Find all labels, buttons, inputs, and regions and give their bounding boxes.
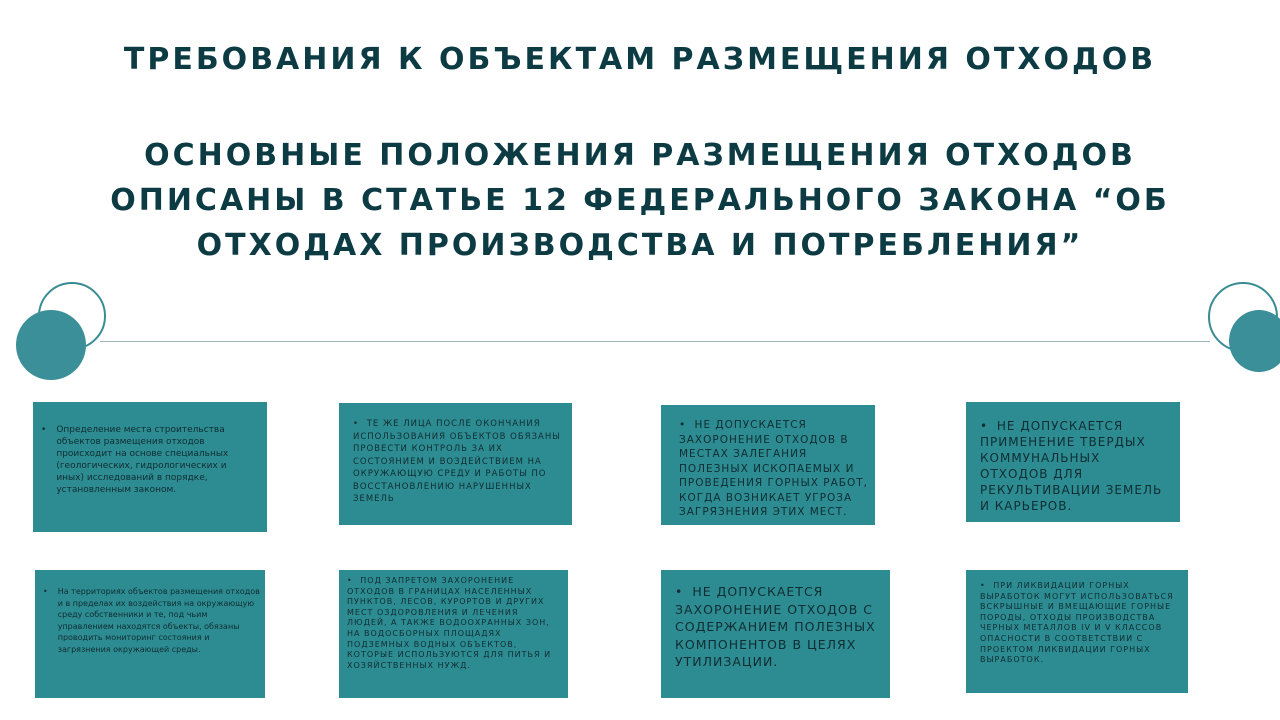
info-card-3 [661, 405, 875, 525]
card-2-item [353, 418, 562, 506]
bullet-icon: • [43, 587, 48, 596]
bullet-icon: • [41, 425, 47, 435]
card-7-text: НЕ ДОПУСКАЕТСЯ ЗАХОРОНЕНИЕ ОТХОДОВ С СОДЕРЖАНИЕМ ПОЛЕЗНЫХ КОМПОНЕНТОВ В ЦЕЛЯХ УТИЛИЗАЦИИ. [675, 584, 876, 669]
info-card-4 [966, 402, 1180, 522]
bullet-icon: • [980, 581, 986, 590]
card-8-list [980, 581, 1180, 666]
page-title: ТРЕБОВАНИЯ К ОБЪЕКТАМ РАЗМЕЩЕНИЯ ОТХОДОВ [123, 42, 1157, 77]
info-card-1 [33, 402, 267, 532]
page-subtitle: ОСНОВНЫЕ ПОЛОЖЕНИЯ РАЗМЕЩЕНИЯ ОТХОДОВ ОПИСАНЫ В СТАТЬЕ 12 ФЕДЕРАЛЬНОГО ЗАКОНА “ОБ ОТХОДАХ ПРОИЗВОДСТВА И ПОТРЕБЛЕНИЯ” [110, 138, 1170, 263]
card-4-item [980, 418, 1172, 514]
info-card-6 [339, 570, 568, 698]
bullet-icon: • [980, 419, 989, 433]
card-2-text: ТЕ ЖЕ ЛИЦА ПОСЛЕ ОКОНЧАНИЯ ИСПОЛЬЗОВАНИЯ ОБЪЕКТОВ ОБЯЗАНЫ ПРОВЕСТИ КОНТРОЛЬ ЗА ИХ СОСТОЯНИЕМ И ВОЗДЕЙСТВИЕМ НА ОКРУЖАЮЩУЮ СРЕДУ И РАБОТЫ ПО ВОССТАНОВЛЕНИЮ НАРУШЕННЫХ ЗЕМЕЛЬ [353, 419, 561, 504]
card-4-text: НЕ ДОПУСКАЕТСЯ ПРИМЕНЕНИЕ ТВЕРДЫХ КОММУНАЛЬНЫХ ОТХОДОВ ДЛЯ РЕКУЛЬТИВАЦИИ ЗЕМЕЛЬ И КАРЬЕРОВ. [980, 419, 1163, 513]
card-3-list [679, 418, 869, 520]
info-card-5 [35, 570, 265, 698]
card-1-text: Определение места строительства объектов размещения отходов происходит на основе специальных (геологических, гидрологических и иных) исследований в порядке, установленным законом. [56, 425, 229, 495]
bullet-icon: • [675, 584, 684, 599]
divider-line [100, 341, 1210, 342]
info-card-2 [339, 403, 572, 525]
card-5-list [43, 586, 261, 655]
card-7-list [675, 583, 880, 671]
card-3-item [679, 418, 869, 520]
decorative-disc-left [16, 310, 86, 380]
bullet-icon: • [353, 419, 360, 429]
info-card-8 [966, 570, 1188, 693]
card-4-list [980, 418, 1172, 514]
decorative-disc-right [1229, 310, 1280, 372]
card-3-text: НЕ ДОПУСКАЕТСЯ ЗАХОРОНЕНИЕ ОТХОДОВ В МЕСТАХ ЗАЛЕГАНИЯ ПОЛЕЗНЫХ ИСКОПАЕМЫХ И ПРОВЕДЕНИЯ ГОРНЫХ РАБОТ, КОГДА ВОЗНИКАЕТ УГРОЗА ЗАГРЯЗНЕНИЯ ЭТИХ МЕСТ. [679, 419, 868, 518]
info-card-7 [661, 570, 890, 698]
card-5-text: На территориях объектов размещения отходов и в пределах их воздействия на окружающую среду собственники и те, под чьим управлением находятся объекты, обязаны проводить мониторинг состояния и загрязнения окружающей среды. [57, 587, 260, 654]
card-6-text: ПОД ЗАПРЕТОМ ЗАХОРОНЕНИЕ ОТХОДОВ В ГРАНИЦАХ НАСЕЛЕННЫХ ПУНКТОВ, ЛЕСОВ, КУРОРТОВ И ДРУГИХ МЕСТ ОЗДОРОВЛЕНИЯ И ЛЕЧЕНИЯ ЛЮДЕЙ, А ТАКЖЕ ВОДООХРАННЫХ ЗОН, НА ВОДОСБОРНЫХ ПЛОЩАДЯХ ПОДЗЕМНЫХ ВОДНЫХ ОБЪЕКТОВ, КОТОРЫЕ ИСПОЛЬЗУЮТСЯ ДЛЯ ПИТЬЯ И ХОЗЯЙСТВЕННЫХ НУЖД. [347, 576, 552, 670]
card-8-item [980, 581, 1180, 666]
card-1-list [41, 424, 255, 496]
bullet-icon: • [347, 576, 353, 585]
card-6-list [347, 576, 562, 671]
card-8-text: ПРИ ЛИКВИДАЦИИ ГОРНЫХ ВЫРАБОТОК МОГУТ ИСПОЛЬЗОВАТЬСЯ ВСКРЫШНЫЕ И ВМЕЩАЮЩИЕ ГОРНЫЕ ПОРОДЫ, ОТХОДЫ ПРОИЗВОДСТВА ЧЕРНЫХ МЕТАЛЛОВ IV И V КЛАССОВ ОПАСНОСТИ В СООТВЕТСТВИИ С ПРОЕКТОМ ЛИКВИДАЦИИ ГОРНЫХ ВЫРАБОТОК. [980, 581, 1174, 665]
card-6-item [347, 576, 562, 671]
card-5-item [43, 586, 261, 655]
card-7-item [675, 583, 880, 671]
card-1-item [41, 424, 255, 496]
bullet-icon: • [679, 419, 687, 431]
card-2-list [353, 418, 562, 506]
